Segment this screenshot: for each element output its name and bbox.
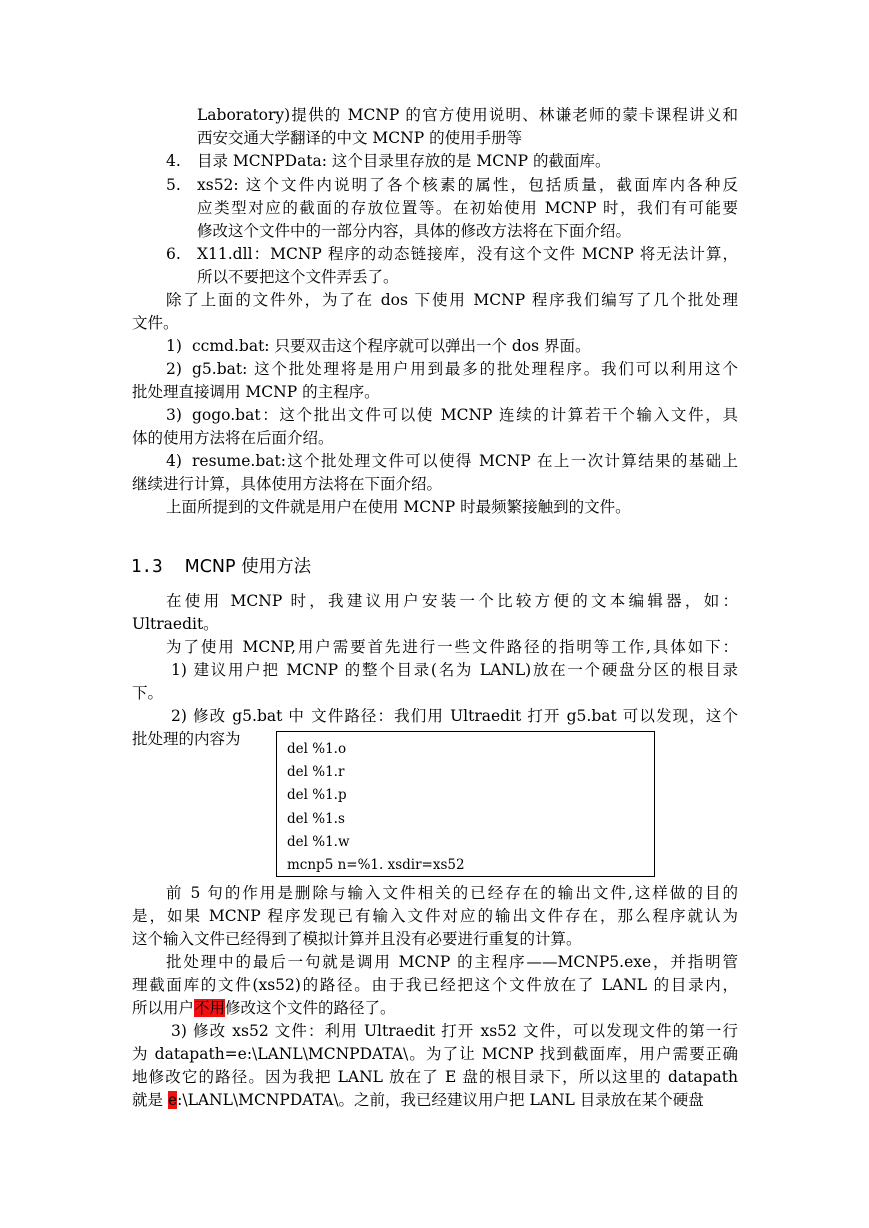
text-run: 就是 (132, 1091, 168, 1109)
step-3-line-1: 3) 修改 xs52 文件：利用 Ultraedit 打开 xs52 文件，可以发现文件的第一行 (171, 1022, 738, 1040)
list-item-6-line-1: X11.dll：MCNP 程序的动态链接库，没有这个文件 MCNP 将无法计算， (197, 245, 738, 263)
batch-item-4-line-1: resume.bat:这个批处理文件可以使得 MCNP 在上一次计算结果的基础上 (192, 452, 738, 470)
para-main-program-line-2: 理截面库的文件(xs52)的路径。由于我已经把这个文件放在了 LANL 的目录内， (132, 976, 738, 994)
batch-item-2-number: 2) (166, 360, 182, 378)
step-1-line-1: 1) 建议用户把 MCNP 的整个目录(名为 LANL)放在一个硬盘分区的根目录 (171, 661, 738, 679)
section-heading (131, 553, 311, 578)
section-title: MCNP 使用方法 (184, 557, 312, 577)
batch-item-1-number: 1) (166, 337, 182, 355)
list-item-3-continuation-line-2: 西安交通大学翻译的中文 MCNP 的使用手册等 (197, 129, 523, 147)
code-line: del %1.r (287, 764, 345, 781)
batch-item-4-line-2: 继续进行计算，具体使用方法将在下面介绍。 (132, 475, 443, 493)
step-2-line-2: 批处理的内容为 (132, 730, 241, 748)
para-delete-purpose-line-1: 前 5 句的作用是删除与输入文件相关的已经存在的输出文件,这样做的目的 (166, 884, 738, 902)
list-item-4-text: 目录 MCNPData: 这个目录里存放的是 MCNP 的截面库。 (197, 152, 611, 170)
text-run: 所以用户 (132, 999, 195, 1017)
para-delete-purpose-line-3: 这个输入文件已经得到了模拟计算并且没有必要进行重复的计算。 (132, 930, 582, 948)
text-run: 修改这个文件的路径了。 (225, 999, 396, 1017)
batch-item-1-text: ccmd.bat: 只要双击这个程序就可以弹出一个 dos 界面。 (192, 337, 591, 355)
highlighted-text: 不用 (194, 999, 226, 1017)
para-editor-line-1: 在使用 MCNP 时，我建议用户安装一个比较方便的文本编辑器，如： (166, 592, 738, 610)
batch-file-code-box (276, 731, 655, 877)
para-editor-line-2: Ultraedit。 (132, 615, 219, 633)
list-item-5-line-2: 应类型对应的截面的存放位置等。在初始使用 MCNP 时，我们有可能要 (197, 199, 738, 217)
list-item-6-line-2: 所以不要把这个文件弄丢了。 (197, 268, 399, 286)
para-delete-purpose-line-2: 是，如果 MCNP 程序发现已有输入文件对应的输出文件存在，那么程序就认为 (132, 907, 738, 925)
step-3-line-2: 为 datapath=e:\LANL\MCNPDATA\。为了让 MCNP 找到截面库，用户需要正确 (132, 1045, 738, 1063)
code-line: del %1.p (287, 787, 347, 804)
batch-item-3-number: 3) (166, 406, 182, 424)
batch-intro-line-2: 文件。 (132, 314, 179, 332)
batch-item-2-line-2: 批处理直接调用 MCNP 的主程序。 (132, 383, 380, 401)
para-setup-intro: 为了使用 MCNP,用户需要首先进行一些文件路径的指明等工作,具体如下： (166, 638, 738, 656)
list-item-6-number: 6. (166, 245, 181, 263)
list-item-5-line-3: 修改这个文件中的一部分内容，具体的修改方法将在下面介绍。 (197, 222, 632, 240)
batch-summary: 上面所提到的文件就是用户在使用 MCNP 时最频繁接触到的文件。 (166, 498, 631, 516)
step-3-line-4 (132, 1089, 704, 1112)
batch-intro-line-1: 除了上面的文件外，为了在 dos 下使用 MCNP 程序我们编写了几个批处理 (166, 291, 738, 309)
batch-item-4-number: 4) (166, 452, 182, 470)
batch-item-3-line-1: gogo.bat：这个批出文件可以使 MCNP 连续的计算若干个输入文件，具 (192, 406, 738, 424)
list-item-5-number: 5. (166, 176, 181, 194)
list-item-4-number: 4. (166, 152, 181, 170)
step-3-line-3: 地修改它的路径。因为我把 LANL 放在了 E 盘的根目录下，所以这里的 datapath (132, 1068, 738, 1086)
para-main-program-line-3 (132, 997, 396, 1020)
step-2-line-1: 2) 修改 g5.bat 中 文件路径：我们用 Ultraedit 打开 g5.bat 可以发现，这个 (171, 707, 738, 725)
batch-item-3-line-2: 体的使用方法将在后面介绍。 (132, 429, 334, 447)
highlighted-text: e (167, 1091, 178, 1109)
code-line: mcnp5 n=%1. xsdir=xs52 (287, 857, 465, 874)
code-line: del %1.o (287, 741, 347, 757)
list-item-5-line-1: xs52: 这个文件内说明了各个核素的属性，包括质量，截面库内各种反 (197, 176, 738, 194)
para-main-program-line-1: 批处理中的最后一句就是调用 MCNP 的主程序——MCNP5.exe，并指明管 (166, 953, 738, 971)
batch-item-2-line-1: g5.bat: 这个批处理将是用户用到最多的批处理程序。我们可以利用这个 (192, 360, 738, 378)
code-line: del %1.w (287, 833, 350, 850)
step-1-line-2: 下。 (132, 684, 164, 702)
section-number: 1.3 (131, 557, 163, 577)
code-line: del %1.s (287, 810, 345, 827)
text-run: :\LANL\MCNPDATA\。之前，我已经建议用户把 LANL 目录放在某个硬盘 (177, 1091, 704, 1109)
list-item-3-continuation-line-1: Laboratory)提供的 MCNP 的官方使用说明、林谦老师的蒙卡课程讲义和 (197, 106, 738, 124)
